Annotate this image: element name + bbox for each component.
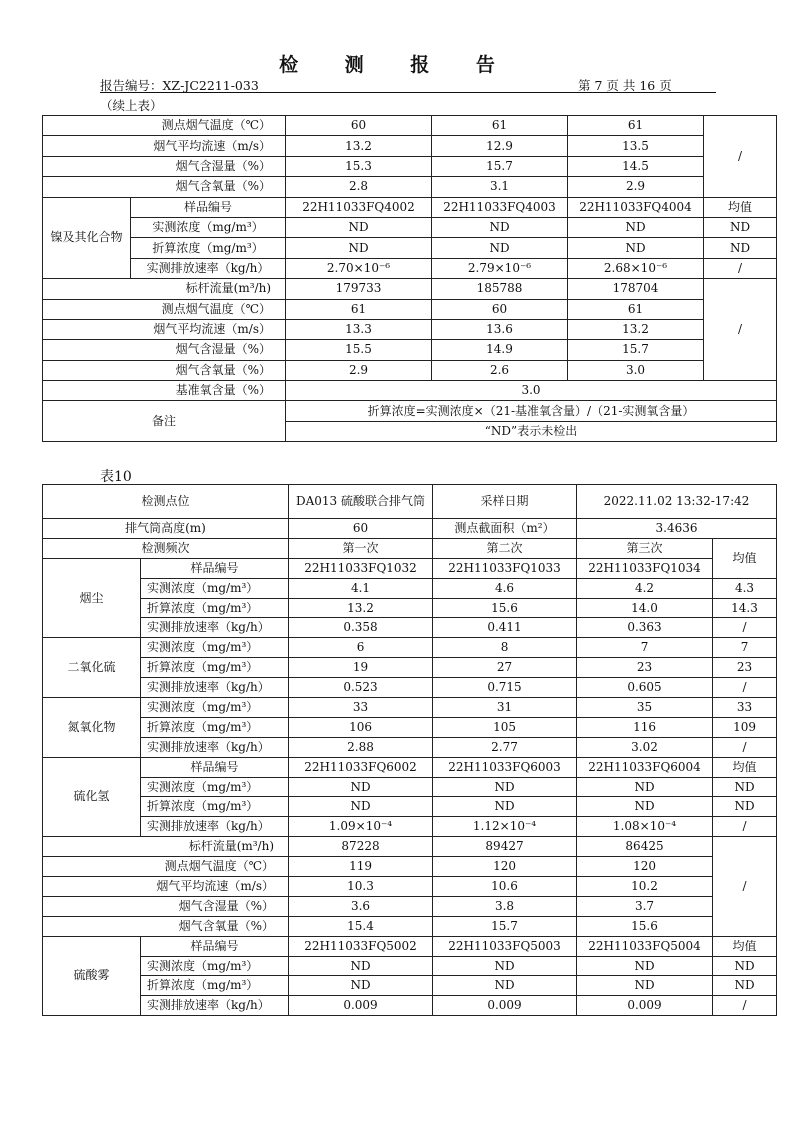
- table-cell: 折算浓度（mg/m³）: [141, 598, 289, 618]
- table-cell: 7: [577, 638, 713, 658]
- table-cell: 61: [568, 299, 704, 319]
- table-cell: ND: [704, 238, 777, 258]
- table-row: [43, 877, 777, 897]
- table-row: [43, 538, 777, 558]
- table-cell: 2.77: [433, 737, 577, 757]
- table-cell: 3.8: [433, 896, 577, 916]
- table-cell: 采样日期: [433, 485, 577, 519]
- table-cell: 折算浓度（mg/m³）: [141, 976, 289, 996]
- table-row: [43, 658, 777, 678]
- table-cell: 15.3: [286, 156, 432, 176]
- table-row: [43, 279, 777, 299]
- table-cell: 1.12×10⁻⁴: [433, 817, 577, 837]
- group-h2s: 硫化氢: [43, 757, 141, 837]
- table-continued: [42, 115, 777, 442]
- table-cell: ND: [713, 797, 777, 817]
- table-cell: 12.9: [432, 136, 568, 156]
- table-cell: 14.9: [432, 340, 568, 360]
- table-cell: 烟气含湿量（%）: [43, 156, 286, 176]
- table-cell: 实测浓度（mg/m³）: [141, 578, 289, 598]
- table-cell: 3.0: [286, 381, 777, 401]
- table-cell: 3.7: [577, 896, 713, 916]
- table-cell: 烟气含氧量（%）: [43, 360, 286, 380]
- table-cell: 60: [432, 299, 568, 319]
- table-cell: 22H11033FQ4003: [432, 197, 568, 217]
- table-cell: 2.9: [286, 360, 432, 380]
- table-cell: 10.6: [433, 877, 577, 897]
- table-cell: 检测频次: [43, 538, 289, 558]
- table-cell: 89427: [433, 837, 577, 857]
- table-cell: /: [713, 837, 777, 936]
- table-cell: 15.4: [289, 916, 433, 936]
- table-cell: 实测浓度（mg/m³）: [141, 777, 289, 797]
- table-10: [42, 484, 777, 1016]
- table-cell: /: [713, 678, 777, 698]
- table-row: [43, 319, 777, 339]
- page-title: 检 测 报 告: [279, 54, 515, 76]
- table-row: [43, 698, 777, 718]
- table-cell: 折算浓度（mg/m³）: [141, 797, 289, 817]
- table-cell: 实测排放速率（kg/h）: [141, 817, 289, 837]
- table-row: [43, 678, 777, 698]
- table-cell: 31: [433, 698, 577, 718]
- table-cell: 折算浓度（mg/m³）: [141, 658, 289, 678]
- table-cell: ND: [289, 976, 433, 996]
- table-row: [43, 857, 777, 877]
- table-cell: 22H11033FQ6003: [433, 757, 577, 777]
- table-cell: 14.5: [568, 156, 704, 176]
- table-cell: 烟气含氧量（%）: [43, 177, 286, 197]
- table-cell: 3.0: [568, 360, 704, 380]
- table-cell: ND: [433, 777, 577, 797]
- table-cell: 13.5: [568, 136, 704, 156]
- table-cell: 119: [289, 857, 433, 877]
- table-cell: DA013 硫酸联合排气筒: [289, 485, 433, 519]
- table-cell: 6: [289, 638, 433, 658]
- table-cell: ND: [704, 217, 777, 237]
- table-cell: 22H11033FQ5003: [433, 936, 577, 956]
- table-cell: 106: [289, 717, 433, 737]
- table-cell: 61: [286, 299, 432, 319]
- table-row: [43, 519, 777, 539]
- table-row: [43, 401, 777, 421]
- table-row: [43, 238, 777, 258]
- group-so2: 二氧化硫: [43, 638, 141, 698]
- table-cell: 0.009: [289, 996, 433, 1016]
- table-cell: 4.3: [713, 578, 777, 598]
- header-rule: [100, 92, 716, 93]
- table-cell: 实测排放速率（kg/h）: [141, 678, 289, 698]
- table-cell: 23: [713, 658, 777, 678]
- table-row: [43, 976, 777, 996]
- table-cell: 测点烟气温度（℃）: [43, 857, 289, 877]
- continued-label: （续上表）: [100, 98, 163, 113]
- table-cell: 2.79×10⁻⁶: [432, 258, 568, 278]
- table-cell: 样品编号: [141, 757, 289, 777]
- table-row: [43, 578, 777, 598]
- group-nickel: 镍及其化合物: [43, 197, 131, 279]
- table-cell: 均值: [713, 538, 777, 578]
- table-cell: 烟气平均流速（m/s）: [43, 319, 286, 339]
- table-row: [43, 258, 777, 278]
- table-cell: 22H11033FQ5002: [289, 936, 433, 956]
- table-cell: 60: [289, 519, 433, 539]
- table-row: [43, 340, 777, 360]
- table-cell: /: [713, 737, 777, 757]
- table-cell: ND: [577, 976, 713, 996]
- table-cell: ND: [432, 217, 568, 237]
- table-cell: 0.358: [289, 618, 433, 638]
- table-cell: 实测排放速率（kg/h）: [141, 737, 289, 757]
- table-cell: 折算浓度（mg/m³）: [141, 717, 289, 737]
- table-cell: ND: [286, 238, 432, 258]
- table-cell: 22H11033FQ1033: [433, 558, 577, 578]
- table-row: [43, 485, 777, 519]
- table-cell: 烟气平均流速（m/s）: [43, 877, 289, 897]
- table-cell: 检测点位: [43, 485, 289, 519]
- table-cell: 测点截面积（m²）: [433, 519, 577, 539]
- table-cell: 2.9: [568, 177, 704, 197]
- table-cell: 15.6: [433, 598, 577, 618]
- table-cell: 27: [433, 658, 577, 678]
- table-cell: 基准氧含量（%）: [43, 381, 286, 401]
- table-cell: 0.009: [433, 996, 577, 1016]
- table-cell: 实测排放速率（kg/h）: [141, 996, 289, 1016]
- table-cell: 15.7: [432, 156, 568, 176]
- remark-label: 备注: [43, 401, 286, 442]
- table-cell: 折算浓度=实测浓度×（21-基准氧含量）/（21-实测氧含量）: [286, 401, 777, 421]
- table-cell: 13.6: [432, 319, 568, 339]
- table-cell: 烟气含湿量（%）: [43, 896, 289, 916]
- table-cell: 120: [577, 857, 713, 877]
- table-cell: 折算浓度（mg/m³）: [131, 238, 286, 258]
- table-cell: ND: [577, 956, 713, 976]
- table-cell: 179733: [286, 279, 432, 299]
- table-cell: 3.02: [577, 737, 713, 757]
- table-cell: 均值: [704, 197, 777, 217]
- table-cell: ND: [433, 976, 577, 996]
- table-cell: 2022.11.02 13:32-17:42: [577, 485, 777, 519]
- table-cell: ND: [713, 976, 777, 996]
- table-row: [43, 197, 777, 217]
- table-cell: 样品编号: [131, 197, 286, 217]
- group-nox: 氮氧化物: [43, 698, 141, 758]
- table-cell: 第二次: [433, 538, 577, 558]
- table-cell: 烟气含湿量（%）: [43, 340, 286, 360]
- table-cell: 实测浓度（mg/m³）: [141, 638, 289, 658]
- table-cell: 14.3: [713, 598, 777, 618]
- table-cell: 烟气平均流速（m/s）: [43, 136, 286, 156]
- table-cell: 22H11033FQ1032: [289, 558, 433, 578]
- table-row: [43, 717, 777, 737]
- table-row: [43, 299, 777, 319]
- table-cell: 第三次: [577, 538, 713, 558]
- table-cell: 22H11033FQ4002: [286, 197, 432, 217]
- table-cell: ND: [713, 956, 777, 976]
- table-cell: 109: [713, 717, 777, 737]
- table-cell: 4.2: [577, 578, 713, 598]
- table-cell: 2.6: [432, 360, 568, 380]
- table-cell: ND: [433, 956, 577, 976]
- table-row: [43, 797, 777, 817]
- table-cell: “ND”表示未检出: [286, 421, 777, 441]
- table-row: [43, 618, 777, 638]
- table-row: [43, 156, 777, 176]
- table-cell: 105: [433, 717, 577, 737]
- table-cell: /: [713, 996, 777, 1016]
- table-cell: 23: [577, 658, 713, 678]
- table-cell: /: [713, 817, 777, 837]
- table-cell: ND: [568, 238, 704, 258]
- table-cell: 实测排放速率（kg/h）: [141, 618, 289, 638]
- table-cell: 22H11033FQ4004: [568, 197, 704, 217]
- table-cell: 4.1: [289, 578, 433, 598]
- table-cell: 13.2: [568, 319, 704, 339]
- table-cell: /: [704, 279, 777, 381]
- table-cell: /: [704, 116, 777, 198]
- table-cell: 19: [289, 658, 433, 678]
- table-cell: 15.7: [568, 340, 704, 360]
- table-cell: 均值: [713, 757, 777, 777]
- table-cell: ND: [286, 217, 432, 237]
- table-cell: /: [713, 618, 777, 638]
- table-row: [43, 837, 777, 857]
- table-row: [43, 116, 777, 136]
- table-cell: 61: [432, 116, 568, 136]
- table-row: [43, 598, 777, 618]
- table-cell: 120: [433, 857, 577, 877]
- table-cell: 标杆流量(m³/h): [43, 837, 289, 857]
- table-cell: 185788: [432, 279, 568, 299]
- table-cell: 4.6: [433, 578, 577, 598]
- report-number: 报告编号：XZ-JC2211-033: [100, 78, 259, 93]
- group-sulfuric-mist: 硫酸雾: [43, 936, 141, 1016]
- table-cell: 33: [713, 698, 777, 718]
- table-cell: 22H11033FQ5004: [577, 936, 713, 956]
- table-cell: 22H11033FQ6004: [577, 757, 713, 777]
- table-cell: 实测浓度（mg/m³）: [141, 698, 289, 718]
- table-row: [43, 936, 777, 956]
- table-row: [43, 916, 777, 936]
- table-row: [43, 996, 777, 1016]
- table-cell: 样品编号: [141, 936, 289, 956]
- table-row: [43, 956, 777, 976]
- table-cell: 实测浓度（mg/m³）: [131, 217, 286, 237]
- table-cell: 均值: [713, 936, 777, 956]
- table-cell: /: [704, 258, 777, 278]
- table-cell: 22H11033FQ1034: [577, 558, 713, 578]
- table-cell: 86425: [577, 837, 713, 857]
- table-cell: ND: [568, 217, 704, 237]
- group-dust: 烟尘: [43, 558, 141, 638]
- table-cell: 测点烟气温度（℃）: [43, 299, 286, 319]
- table-cell: 3.1: [432, 177, 568, 197]
- table-row: [43, 737, 777, 757]
- table-cell: 2.88: [289, 737, 433, 757]
- table-row: [43, 558, 777, 578]
- table-cell: ND: [289, 797, 433, 817]
- table-row: [43, 136, 777, 156]
- table-cell: 15.5: [286, 340, 432, 360]
- table-row: [43, 777, 777, 797]
- table-row: [43, 217, 777, 237]
- table-cell: 0.523: [289, 678, 433, 698]
- table-cell: 1.08×10⁻⁴: [577, 817, 713, 837]
- table10-label: 表10: [100, 469, 132, 485]
- table-cell: 3.6: [289, 896, 433, 916]
- table-row: [43, 896, 777, 916]
- table-cell: 15.6: [577, 916, 713, 936]
- table-cell: 0.363: [577, 618, 713, 638]
- table-cell: 60: [286, 116, 432, 136]
- table-cell: 33: [289, 698, 433, 718]
- table-cell: 3.4636: [577, 519, 777, 539]
- table-row: [43, 638, 777, 658]
- table-cell: 13.2: [286, 136, 432, 156]
- table-cell: 7: [713, 638, 777, 658]
- table-cell: 排气筒高度(m): [43, 519, 289, 539]
- table-cell: 第一次: [289, 538, 433, 558]
- table-cell: ND: [577, 797, 713, 817]
- table-cell: 样品编号: [141, 558, 289, 578]
- table-cell: 标杆流量(m³/h): [43, 279, 286, 299]
- table-cell: 实测浓度（mg/m³）: [141, 956, 289, 976]
- table-cell: ND: [577, 777, 713, 797]
- table-cell: 0.605: [577, 678, 713, 698]
- table-cell: 0.715: [433, 678, 577, 698]
- table-cell: ND: [433, 797, 577, 817]
- table-cell: 0.411: [433, 618, 577, 638]
- table-cell: 116: [577, 717, 713, 737]
- table-cell: 178704: [568, 279, 704, 299]
- table-row: [43, 381, 777, 401]
- table-cell: 13.3: [286, 319, 432, 339]
- table-cell: 10.2: [577, 877, 713, 897]
- table-cell: 1.09×10⁻⁴: [289, 817, 433, 837]
- table-cell: 87228: [289, 837, 433, 857]
- table-cell: 0.009: [577, 996, 713, 1016]
- table-cell: ND: [713, 777, 777, 797]
- table-cell: 10.3: [289, 877, 433, 897]
- table-cell: 35: [577, 698, 713, 718]
- table-row: [43, 817, 777, 837]
- table-cell: 13.2: [289, 598, 433, 618]
- table-cell: 61: [568, 116, 704, 136]
- table-row: [43, 177, 777, 197]
- table-cell: ND: [289, 777, 433, 797]
- table-cell: 2.68×10⁻⁶: [568, 258, 704, 278]
- table-row: [43, 757, 777, 777]
- table-cell: 烟气含氧量（%）: [43, 916, 289, 936]
- table-cell: ND: [289, 956, 433, 976]
- table-cell: 2.8: [286, 177, 432, 197]
- table-row: [43, 360, 777, 380]
- table-cell: 2.70×10⁻⁶: [286, 258, 432, 278]
- table-cell: ND: [432, 238, 568, 258]
- table-cell: 15.7: [433, 916, 577, 936]
- table-cell: 8: [433, 638, 577, 658]
- table-cell: 实测排放速率（kg/h）: [131, 258, 286, 278]
- table-cell: 14.0: [577, 598, 713, 618]
- table-cell: 22H11033FQ6002: [289, 757, 433, 777]
- page-info: 第 7 页 共 16 页: [578, 78, 672, 93]
- table-cell: 测点烟气温度（℃）: [43, 116, 286, 136]
